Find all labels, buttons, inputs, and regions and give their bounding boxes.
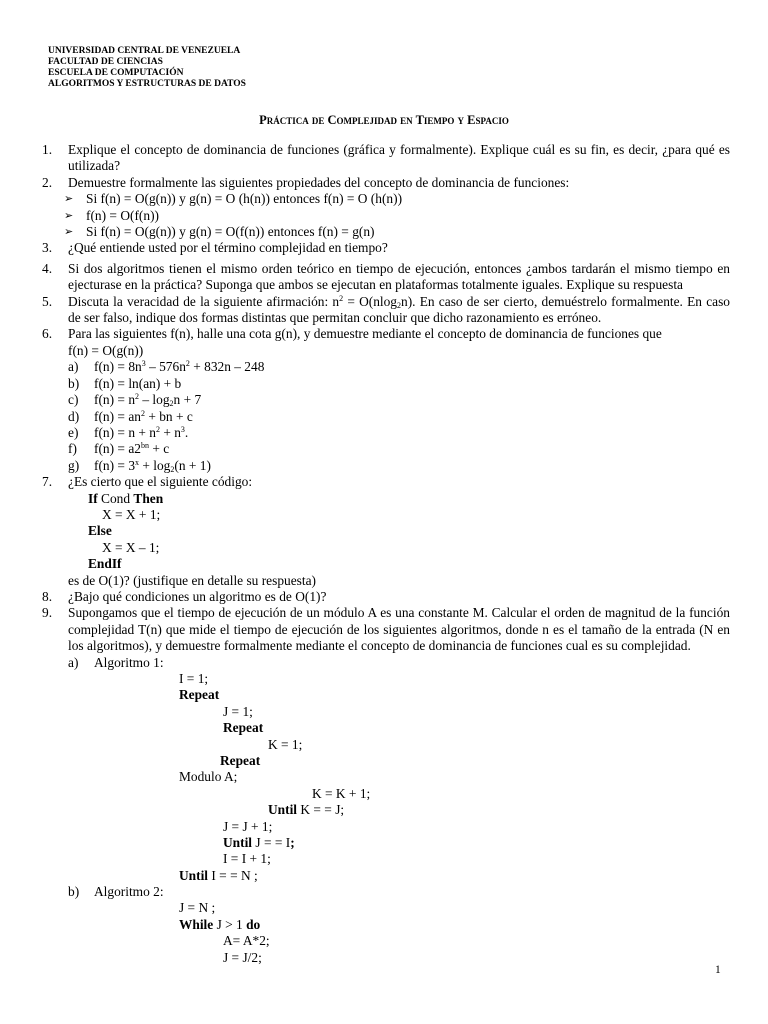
question-number: 3. bbox=[42, 240, 53, 256]
question-text: Explique el concepto de dominancia de funciones (gráfica y formalmente). Explique cuál es su fin, es decir, ¿para qué es utilizada? bbox=[68, 142, 730, 174]
question-7 bbox=[42, 474, 730, 589]
code-text: ; bbox=[290, 834, 295, 850]
code-text: J = N ; bbox=[179, 900, 216, 916]
superscript: 3 bbox=[180, 424, 185, 434]
question-number: 4. bbox=[42, 260, 53, 276]
question-text: Supongamos que el tiempo de ejecución de un módulo A es una constante M. Calcular el orden de magnitud de la función complejidad T(n) que mide el tiempo de ejecución de los siguientes algoritmos, donde n es el tamaño de la entrada (N en los algoritmos), y demuestre formalmente mediante el concepto de dominancia de funciones cual es su complejidad. bbox=[68, 605, 730, 654]
question-8 bbox=[42, 589, 730, 605]
subitem-label: e) bbox=[68, 424, 79, 440]
keyword: do bbox=[246, 916, 261, 932]
header-faculty: FACULTAD DE CIENCIAS bbox=[48, 57, 163, 67]
question-6 bbox=[42, 326, 730, 474]
code-line bbox=[42, 737, 730, 753]
question-number: 1. bbox=[42, 142, 53, 157]
code-line bbox=[42, 851, 730, 867]
algorithm-2-heading bbox=[68, 884, 730, 900]
formula-part: f(n) = a2 bbox=[94, 441, 141, 457]
code-line bbox=[42, 786, 730, 802]
subitem-a bbox=[68, 359, 730, 375]
question-text-c: n). En caso de ser cierto, demuéstrelo formalmente. En caso de ser falso, indique dos formas distintas que permitan concluir que dicho razonamiento es erróneo. bbox=[68, 293, 730, 326]
subitem-label: f) bbox=[68, 441, 77, 457]
keyword: Until bbox=[268, 802, 298, 818]
question-4 bbox=[42, 261, 730, 294]
formula-part: + c bbox=[148, 441, 170, 457]
subscript: 2 bbox=[170, 464, 175, 474]
question-text-b: = O(nlog bbox=[343, 293, 398, 309]
arrow-bullet-icon: ➢ bbox=[64, 193, 74, 206]
formula-part: + log bbox=[139, 457, 171, 473]
subitem-label: b) bbox=[68, 375, 80, 391]
code-text: Cond bbox=[97, 490, 134, 506]
question-text: ¿Bajo qué condiciones un algoritmo es de O(1)? bbox=[68, 588, 327, 604]
formula-part: (n + 1) bbox=[174, 457, 211, 473]
algorithm-title: Algoritmo 2: bbox=[94, 884, 164, 900]
subitem-f bbox=[68, 441, 730, 457]
question-list bbox=[42, 142, 730, 966]
document-header bbox=[48, 46, 246, 90]
bullet-item bbox=[42, 191, 730, 207]
bullet-text: f(n) = O(f(n)) bbox=[86, 207, 159, 223]
header-university: UNIVERSIDAD CENTRAL DE VENEZUELA bbox=[48, 46, 241, 56]
code-line bbox=[42, 950, 730, 966]
keyword: Until bbox=[179, 867, 209, 883]
code-text: K = 1; bbox=[268, 736, 303, 752]
question-text: Demuestre formalmente las siguientes propiedades del concepto de dominancia de funciones: bbox=[68, 174, 570, 190]
code-line bbox=[42, 868, 730, 884]
arrow-bullet-icon: ➢ bbox=[64, 226, 74, 239]
code-text: J = J + 1; bbox=[223, 818, 273, 834]
formula-part: f(n) = 8n bbox=[94, 359, 142, 375]
formula-part: – log bbox=[139, 392, 170, 408]
formula-part: + n bbox=[159, 424, 181, 440]
subitem-d bbox=[68, 409, 730, 425]
formula-part: f(n) = ln(an) + b bbox=[94, 375, 182, 391]
algorithm-1-heading bbox=[68, 655, 730, 671]
question-9 bbox=[42, 605, 730, 654]
subitem-label: g) bbox=[68, 457, 80, 473]
formula-part: f(n) = an bbox=[94, 408, 141, 424]
code-line bbox=[42, 704, 730, 720]
header-school: ESCUELA DE COMPUTACIÓN bbox=[48, 68, 184, 78]
superscript: 3 bbox=[141, 359, 146, 369]
subitem-b bbox=[68, 376, 730, 392]
keyword: Until bbox=[223, 834, 253, 850]
question-2 bbox=[42, 175, 730, 191]
code-text: J = 1; bbox=[223, 703, 253, 719]
code-line bbox=[42, 802, 730, 818]
question-3 bbox=[42, 240, 730, 256]
code-line: X = X – 1; bbox=[102, 539, 160, 555]
question-number: 9. bbox=[42, 605, 53, 621]
code-line: X = X + 1; bbox=[102, 506, 161, 522]
superscript: 2 bbox=[135, 392, 140, 402]
code-text: I = I + 1; bbox=[223, 851, 271, 867]
code-line bbox=[68, 556, 730, 572]
code-text: K = = J; bbox=[297, 802, 345, 818]
formula-part: f(n) = n + n bbox=[94, 424, 156, 440]
question-5 bbox=[42, 294, 730, 327]
code-line bbox=[42, 917, 730, 933]
question-number: 6. bbox=[42, 326, 53, 342]
question-text-a: Discuta la veracidad de la siguiente afirmación: n bbox=[68, 293, 340, 309]
superscript: 2 bbox=[339, 293, 344, 303]
formula-part: f(n) = 3 bbox=[94, 457, 136, 473]
formula-part: + 832n – 248 bbox=[189, 359, 265, 375]
formula-part: n + 7 bbox=[173, 392, 202, 408]
subitem-label: a) bbox=[68, 359, 79, 375]
keyword: Then bbox=[133, 490, 164, 506]
formula-part: . bbox=[184, 424, 189, 440]
bullet-text: Si f(n) = O(g(n)) y g(n) = O(f(n)) entonces f(n) = g(n) bbox=[86, 224, 375, 240]
question-text-tail: es de O(1)? (justifique en detalle su respuesta) bbox=[68, 572, 317, 588]
keyword: Repeat bbox=[223, 720, 264, 736]
code-line bbox=[42, 900, 730, 916]
code-text: I = 1; bbox=[179, 671, 209, 686]
subitem-e bbox=[68, 425, 730, 441]
subitem-label: c) bbox=[68, 392, 79, 408]
formula-part: f(n) = n bbox=[94, 392, 136, 408]
formula-part: + bn + c bbox=[144, 408, 193, 424]
code-text: J = J/2; bbox=[223, 949, 262, 965]
code-line bbox=[68, 491, 730, 507]
code-line bbox=[42, 835, 730, 851]
question-text-2: f(n) = O(g(n)) bbox=[68, 342, 144, 358]
superscript: 2 bbox=[155, 424, 160, 434]
question-number: 2. bbox=[42, 174, 53, 190]
keyword: While bbox=[179, 916, 214, 932]
subitem-label: a) bbox=[68, 654, 79, 670]
code-line bbox=[68, 523, 730, 539]
superscript: x bbox=[135, 457, 140, 467]
question-text: Si dos algoritmos tienen el mismo orden teórico en tiempo de ejecución, entonces ¿ambos tardarán el mismo tiempo en ejecturase en la práctica? Suponga que ambos se ejecutan en plataformas totalmente iguales. Explique su respuesta bbox=[68, 260, 730, 293]
formula-part: – 576n bbox=[145, 359, 186, 375]
code-text: J = = I bbox=[252, 834, 291, 850]
bullet-text: Si f(n) = O(g(n)) y g(n) = O (h(n)) entonces f(n) = O (h(n)) bbox=[86, 191, 403, 207]
code-line bbox=[42, 671, 730, 687]
bullet-item bbox=[42, 208, 730, 224]
subscript: 2 bbox=[169, 399, 174, 409]
question-number: 7. bbox=[42, 474, 53, 490]
code-line bbox=[42, 753, 730, 769]
code-text: I = = N ; bbox=[208, 867, 258, 883]
question-text: ¿Es cierto que el siguiente código: bbox=[68, 474, 253, 490]
page-number: 1 bbox=[715, 964, 721, 976]
question-number: 8. bbox=[42, 588, 53, 604]
code-line bbox=[42, 769, 730, 785]
code-line bbox=[42, 687, 730, 703]
subscript: 2 bbox=[397, 300, 402, 310]
question-text: Para las siguientes f(n), halle una cota g(n), y demuestre mediante el concepto de dominancia de funciones que bbox=[68, 326, 662, 342]
code-line bbox=[42, 720, 730, 736]
code-text: J > 1 bbox=[213, 916, 247, 932]
question-1 bbox=[42, 142, 730, 175]
code-text: Modulo A; bbox=[179, 769, 238, 785]
code-text: K = K + 1; bbox=[312, 785, 371, 801]
keyword: Else bbox=[88, 523, 112, 539]
question-number: 5. bbox=[42, 293, 53, 309]
code-text: A= A*2; bbox=[223, 933, 270, 949]
document-title: Práctica de Complejidad en Tiempo y Espacio bbox=[259, 113, 509, 127]
keyword: EndIf bbox=[88, 556, 122, 572]
subitem-label: b) bbox=[68, 884, 80, 900]
keyword: Repeat bbox=[220, 752, 261, 768]
algorithm-title: Algoritmo 1: bbox=[94, 654, 164, 670]
code-line bbox=[42, 819, 730, 835]
superscript: 2 bbox=[140, 408, 145, 418]
keyword: If bbox=[88, 490, 98, 506]
arrow-bullet-icon: ➢ bbox=[64, 209, 74, 222]
subitem-label: d) bbox=[68, 408, 80, 424]
header-course: ALGORITMOS Y ESTRUCTURAS DE DATOS bbox=[48, 79, 246, 89]
superscript: 2 bbox=[185, 359, 190, 369]
bullet-item bbox=[42, 224, 730, 240]
keyword: Repeat bbox=[179, 687, 220, 703]
subitem-g bbox=[68, 458, 730, 474]
subitem-c bbox=[68, 392, 730, 408]
question-text: ¿Qué entiende usted por el término complejidad en tiempo? bbox=[68, 240, 388, 256]
code-line bbox=[42, 933, 730, 949]
superscript: bn bbox=[140, 441, 149, 451]
